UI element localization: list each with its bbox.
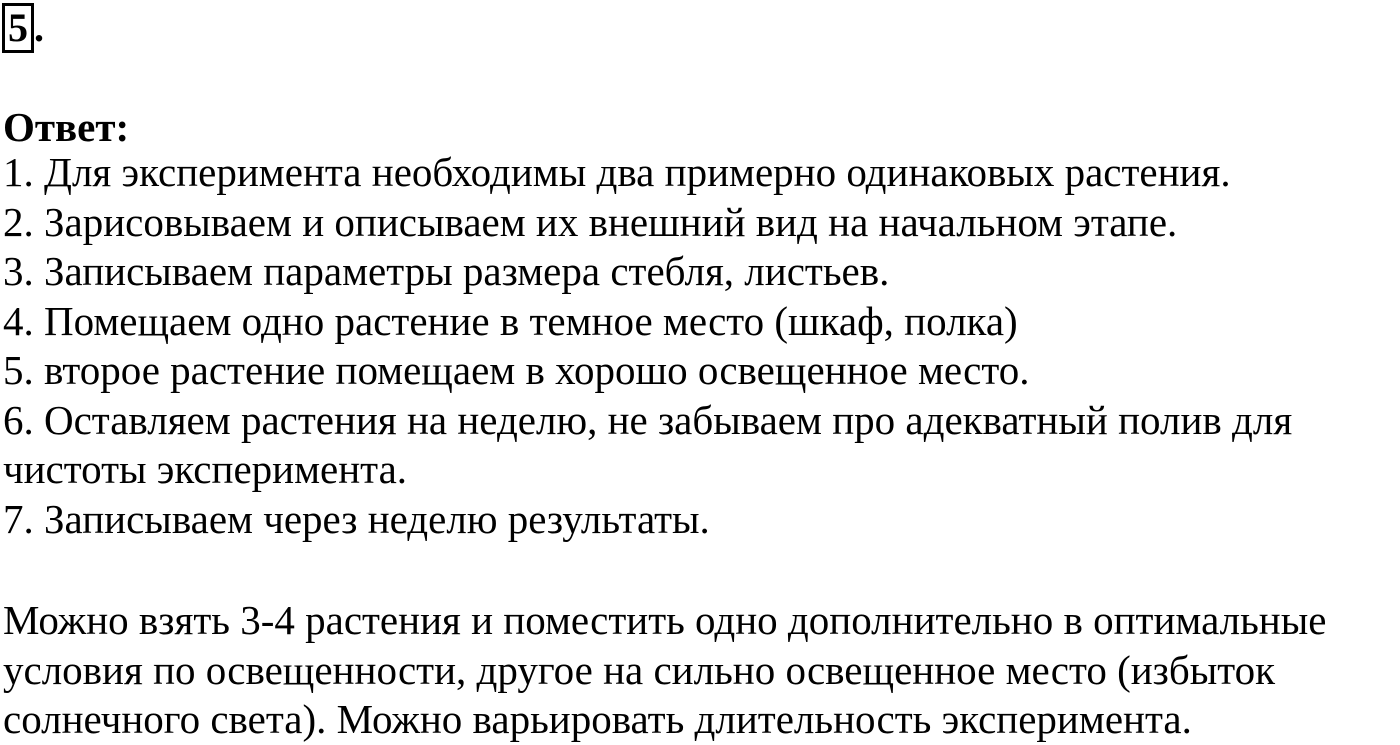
answer-step-line: 1. Для эксперимента необходимы два примерно одинаковых растения.	[3, 149, 1231, 195]
answer-note-line: условия по освещенности, другое на сильно освещенное место (избыток	[3, 646, 1276, 693]
answer-step	[3, 346, 1397, 396]
answer-step-line: 3. Записываем параметры размера стебля, листьев.	[3, 248, 890, 294]
answer-note-line: солнечного света). Можно варьировать длительность эксперимента.	[3, 696, 1192, 742]
task-number-box: 5	[2, 3, 34, 53]
answer-step	[3, 495, 1397, 545]
answer-step	[3, 396, 1397, 495]
answer-note	[3, 596, 1400, 745]
answer-steps-list	[3, 148, 1397, 544]
answer-step-line: 6. Оставляем растения на неделю, не забываем про адекватный полив для	[3, 396, 1293, 443]
answer-heading: Ответ:	[3, 104, 130, 150]
answer-step	[3, 198, 1397, 248]
answer-step-line: 5. второе растение помещаем в хорошо освещенное место.	[3, 347, 1030, 393]
answer-step	[3, 148, 1397, 198]
answer-step	[3, 247, 1397, 297]
answer-step	[3, 297, 1397, 347]
answer-step-line: 7. Записываем через неделю результаты.	[3, 495, 710, 542]
answer-step-line: чистоты эксперимента.	[3, 446, 408, 492]
answer-step-line: 2. Зарисовываем и описываем их внешний вид на начальном этапе.	[3, 198, 1178, 245]
task-number-suffix: .	[34, 5, 44, 50]
task-number	[2, 3, 44, 53]
answer-note-line: Можно взять 3-4 растения и поместить одно дополнительно в оптимальные	[3, 597, 1327, 643]
answer-step-line: 4. Помещаем одно растение в темное место (шкаф, полка)	[3, 297, 1018, 344]
